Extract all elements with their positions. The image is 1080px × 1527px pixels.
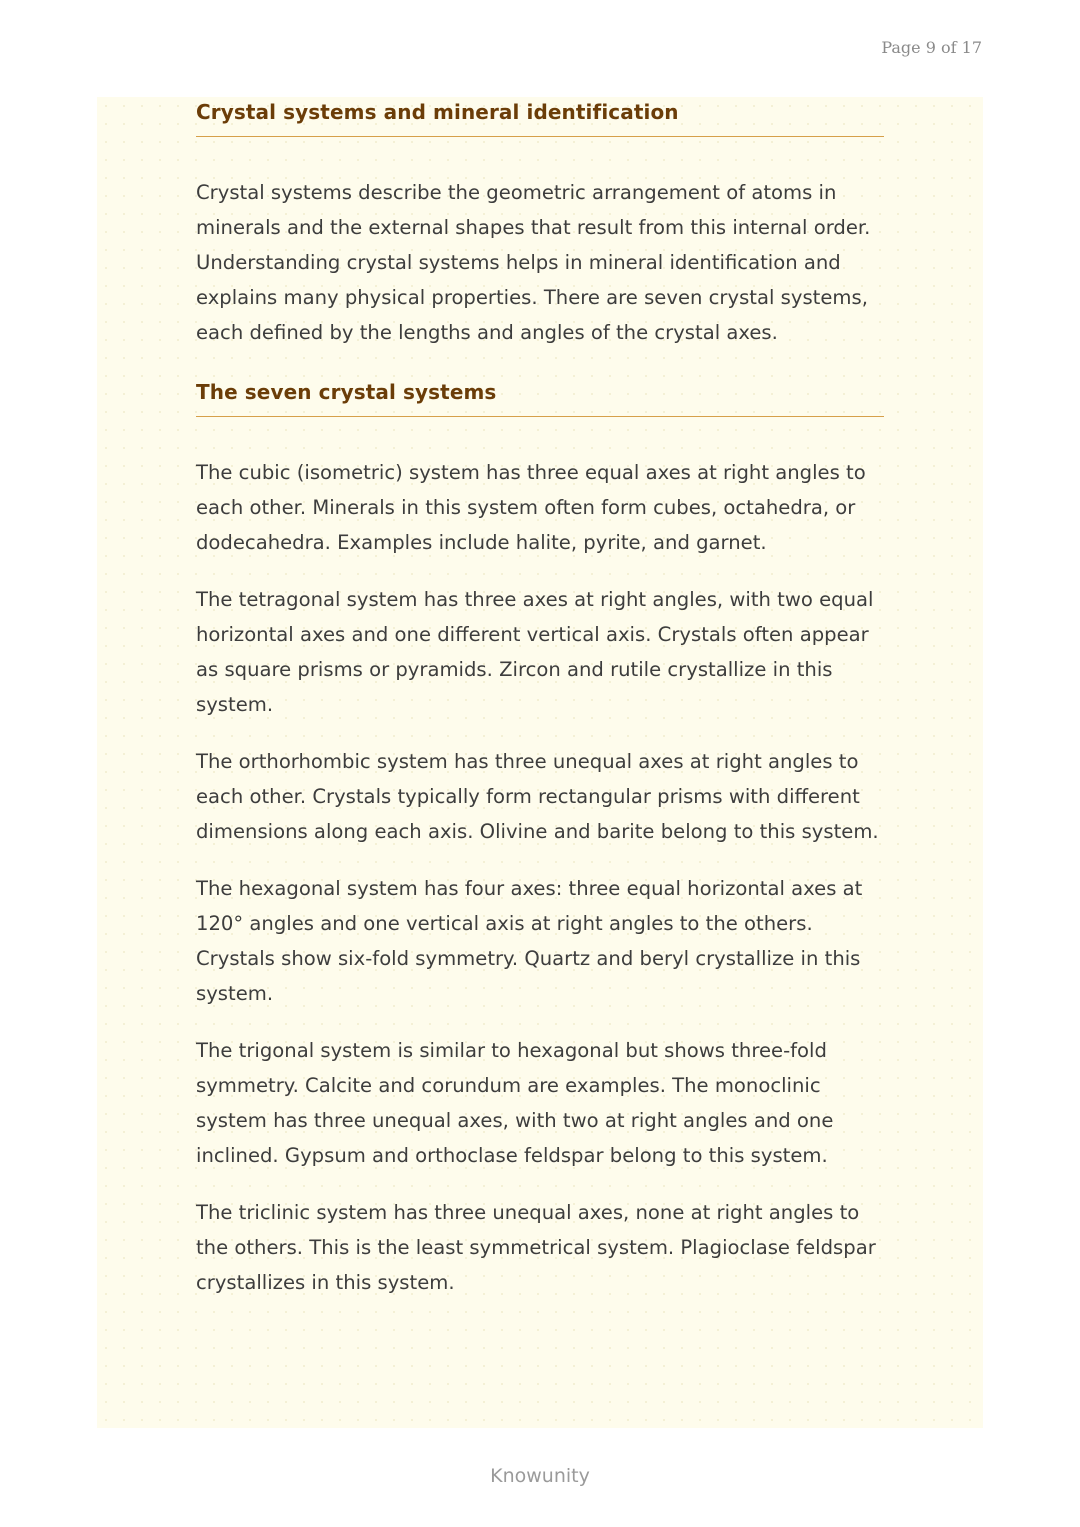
intro-paragraph: Crystal systems describe the geometric arrangement of atoms in minerals and the external shapes that result from this internal order. Understanding crystal systems helps in mineral identification and explains many physical properties. There are seven crystal systems, each defined by the lengths and angles of the crystal axes. [196, 181, 871, 344]
section-seven-systems [196, 377, 884, 1300]
paragraph-tetragonal: The tetragonal system has three axes at right angles, with two equal horizontal axes and one different vertical axis. Crystals often appear as square prisms or pyramids. Zircon and rutile crystallize in this system. [196, 588, 874, 716]
page-number: Page 9 of 17 [881, 38, 982, 57]
section-heading: Crystal systems and mineral identification [196, 97, 884, 137]
content-body [196, 97, 884, 1300]
paragraph-trigonal-monoclinic: The trigonal system is similar to hexagonal but shows three-fold symmetry. Calcite and corundum are examples. The monoclinic system has three unequal axes, with two at right angles and one inclined. Gypsum and orthoclase feldspar belong to this system. [196, 1039, 834, 1167]
section-crystal-systems [196, 97, 884, 350]
section-heading: The seven crystal systems [196, 377, 884, 417]
content-panel [97, 97, 983, 1428]
paragraph-orthorhombic: The orthorhombic system has three unequal axes at right angles to each other. Crystals typically form rectangular prisms with different dimensions along each axis. Olivine and barite belong to this system. [196, 750, 879, 843]
paragraph-triclinic: The triclinic system has three unequal axes, none at right angles to the others. This is the least symmetrical system. Plagioclase feldspar crystallizes in this system. [196, 1201, 876, 1294]
paragraph-cubic: The cubic (isometric) system has three equal axes at right angles to each other. Minerals in this system often form cubes, octahedra, or dodecahedra. Examples include halite, pyrite, and garnet. [196, 461, 866, 554]
paragraph-hexagonal: The hexagonal system has four axes: three equal horizontal axes at 120° angles and one vertical axis at right angles to the others. Crystals show six-fold symmetry. Quartz and beryl crystallize in this system. [196, 877, 863, 1005]
footer-brand-logo: Knowunity [490, 1465, 590, 1487]
